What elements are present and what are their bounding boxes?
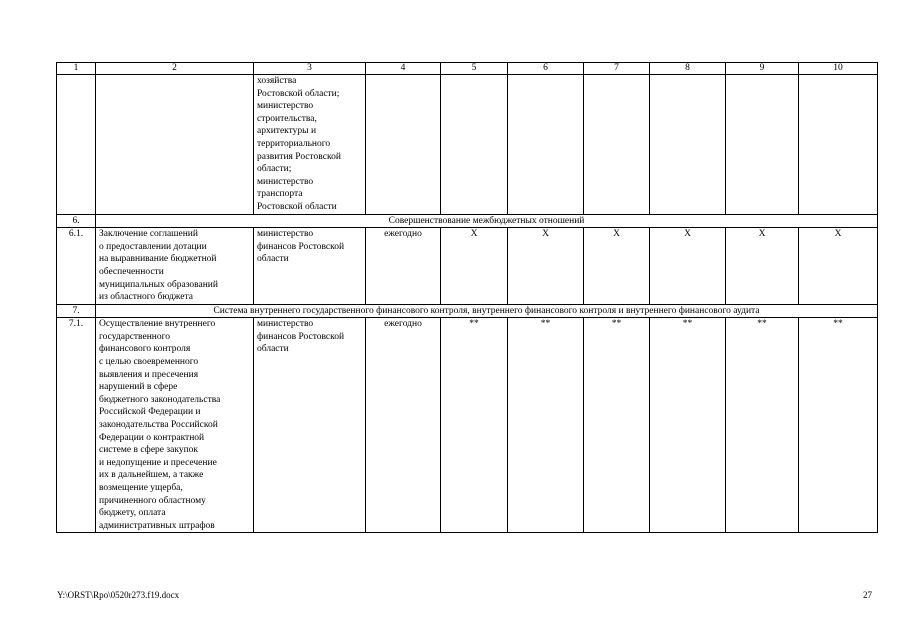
cell-executor xyxy=(254,75,366,215)
measure-line: выявления и пресечения xyxy=(99,369,199,380)
header-cell: 8 xyxy=(650,63,726,75)
cell-mark: Х xyxy=(799,228,878,305)
measure-line: муниципальных образований xyxy=(99,279,218,290)
measure-line: и недопущение и пресечение xyxy=(99,457,217,468)
table-row-7-1 xyxy=(57,318,878,533)
header-cell: 10 xyxy=(799,63,878,75)
cell-mark: ** xyxy=(726,318,799,533)
measure-line: из областного бюджета xyxy=(99,292,193,303)
cell-mark xyxy=(584,75,650,215)
measure-line: государственного xyxy=(99,331,171,342)
cell-mark: ** xyxy=(508,318,584,533)
header-cell: 1 xyxy=(57,63,96,75)
cell-executor xyxy=(254,228,366,305)
section-row-6 xyxy=(57,214,878,228)
executor-line: области; xyxy=(257,164,292,175)
cell-mark: Х xyxy=(650,228,726,305)
table-header-row xyxy=(57,63,878,75)
section-title: Совершенствование межбюджетных отношений xyxy=(96,214,878,228)
measure-line: с целью своевременного xyxy=(99,357,199,368)
header-cell: 6 xyxy=(508,63,584,75)
executor-line: министерство xyxy=(257,229,314,240)
cell-mark: Х xyxy=(508,228,584,305)
measure-line: Российской Федерации и xyxy=(99,407,201,418)
cell-measure xyxy=(96,318,254,533)
cell-mark: ** xyxy=(441,318,508,533)
measure-line: Федерации о контрактной xyxy=(99,432,205,443)
section-row-7 xyxy=(57,304,878,318)
measure-line: Заключение соглашений xyxy=(99,229,198,240)
table-row-continuation xyxy=(57,75,878,215)
executor-line: хозяйства xyxy=(257,76,297,86)
cell-mark: Х xyxy=(584,228,650,305)
executor-line: министерство xyxy=(257,101,314,112)
measure-line: причиненного областному xyxy=(99,495,206,506)
measure-line: бюджетного законодательства xyxy=(99,394,221,405)
executor-line: министерство xyxy=(257,176,314,187)
cell-term: ежегодно xyxy=(366,318,441,533)
executor-line: Ростовской области xyxy=(257,201,337,212)
header-cell: 9 xyxy=(726,63,799,75)
cell-mark: ** xyxy=(650,318,726,533)
row-number: 7.1. xyxy=(57,318,96,533)
cell-mark xyxy=(441,75,508,215)
cell-mark: ** xyxy=(584,318,650,533)
executor-line: области xyxy=(257,254,289,265)
cell-num xyxy=(57,75,96,215)
header-cell: 2 xyxy=(96,63,254,75)
header-cell: 5 xyxy=(441,63,508,75)
executor-line: строительства, xyxy=(257,113,317,124)
cell-mark xyxy=(508,75,584,215)
measure-line: финансового контроля xyxy=(99,344,191,355)
section-number: 6. xyxy=(57,214,96,228)
executor-line: Ростовской области; xyxy=(257,88,340,99)
measure-line: бюджету, оплата xyxy=(99,508,166,519)
header-cell: 7 xyxy=(584,63,650,75)
executor-line: финансов Ростовской xyxy=(257,241,345,252)
measure-line: обеспеченности xyxy=(99,266,164,277)
cell-mark: Х xyxy=(441,228,508,305)
executor-line: архитектуры и xyxy=(257,126,317,137)
measure-line: законодательства Российской xyxy=(99,420,218,431)
footer-file-path: Y:\ORST\Rpo\0520r273.f19.docx xyxy=(57,590,180,600)
row-number: 6.1. xyxy=(57,228,96,305)
measure-line: возмещение ущерба, xyxy=(99,483,183,493)
measure-line: Осуществление внутреннего xyxy=(99,319,216,330)
executor-line: финансов Ростовской xyxy=(257,331,345,342)
measure-line: административных штрафов xyxy=(99,520,215,531)
executor-line: развития Ростовской xyxy=(257,151,341,162)
cell-mark xyxy=(726,75,799,215)
section-number: 7. xyxy=(57,304,96,318)
cell-mark xyxy=(650,75,726,215)
executor-line: территориального xyxy=(257,138,331,149)
cell-term xyxy=(366,75,441,215)
measures-table xyxy=(56,62,878,533)
measure-line: нарушений в сфере xyxy=(99,382,178,393)
cell-measure xyxy=(96,228,254,305)
cell-mark: ** xyxy=(799,318,878,533)
cell-mark: Х xyxy=(726,228,799,305)
cell-mark xyxy=(799,75,878,215)
header-cell: 3 xyxy=(254,63,366,75)
measure-line: их в дальнейшем, а также xyxy=(99,470,204,481)
executor-line: области xyxy=(257,344,289,355)
executor-line: транспорта xyxy=(257,189,303,200)
table-row-6-1 xyxy=(57,228,878,305)
measure-line: на выравнивание бюджетной xyxy=(99,254,217,265)
section-title: Система внутреннего государственного финансового контроля, внутреннего финансового контроля и внутреннего финансового аудита xyxy=(96,304,878,318)
cell-term: ежегодно xyxy=(366,228,441,305)
cell-measure xyxy=(96,75,254,215)
measure-line: о предоставлении дотации xyxy=(99,241,207,252)
header-cell: 4 xyxy=(366,63,441,75)
page-number: 27 xyxy=(863,590,872,600)
executor-line: министерство xyxy=(257,319,314,330)
cell-executor xyxy=(254,318,366,533)
measure-line: системе в сфере закупок xyxy=(99,445,199,456)
